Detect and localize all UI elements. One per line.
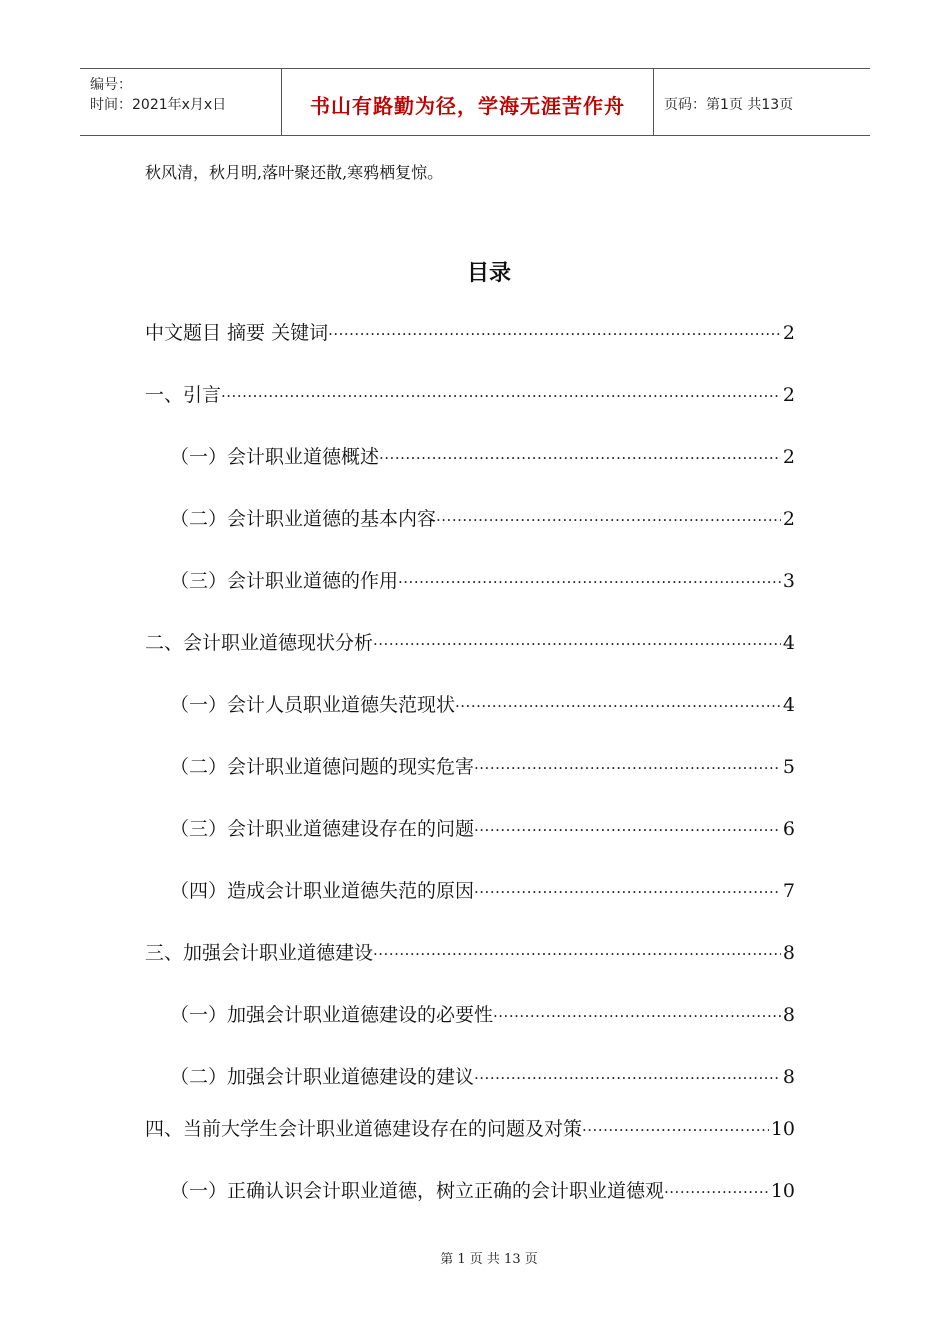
toc-entry[interactable] — [145, 940, 795, 967]
toc-entry[interactable] — [145, 630, 795, 657]
toc-entry[interactable] — [170, 1002, 795, 1029]
toc-leader-dots — [328, 321, 781, 347]
toc-entry-page: 2 — [782, 322, 795, 344]
toc-entry-page: 5 — [782, 756, 795, 778]
toc-entry-label: （三）会计职业道德建设存在的问题 — [170, 818, 475, 840]
toc-entry[interactable] — [170, 444, 795, 471]
toc-entry-page: 10 — [770, 1118, 795, 1140]
toc-leader-dots — [373, 941, 781, 967]
toc-entry-page: 8 — [782, 1066, 795, 1088]
toc-entry-page: 4 — [782, 694, 795, 716]
toc-entry-page: 6 — [782, 818, 795, 840]
toc-entry-page: 2 — [782, 446, 795, 468]
time-label: 时间：2021年x月x日 — [90, 97, 227, 113]
toc-entry-label: （三）会计职业道德的作用 — [170, 570, 399, 592]
page-footer: 第 1 页 共 13 页 — [440, 1252, 538, 1267]
toc-entry-label: （二）加强会计职业道德建设的建议 — [170, 1066, 475, 1088]
toc-entry-page: 3 — [782, 570, 795, 592]
toc-entry[interactable] — [145, 320, 795, 347]
toc-leader-dots — [493, 1003, 781, 1029]
number-label: 编号： — [90, 77, 132, 93]
toc-entry-label: （二）会计职业道德的基本内容 — [170, 508, 437, 530]
toc-entry[interactable] — [170, 1064, 795, 1091]
toc-leader-dots — [664, 1179, 769, 1205]
toc-entry[interactable] — [145, 382, 795, 409]
toc-entry-label: 二、会计职业道德现状分析 — [145, 632, 374, 654]
toc-entry-label: （四）造成会计职业道德失范的原因 — [170, 880, 475, 902]
header-meta — [80, 69, 282, 135]
toc-entry-label: 中文题目 摘要 关键词 — [145, 322, 329, 344]
toc-entry-label: （二）会计职业道德问题的现实危害 — [170, 756, 475, 778]
header-motto: 书山有路勤为径，学海无涯苦作舟 — [282, 69, 654, 135]
toc-entry[interactable] — [145, 1116, 795, 1143]
toc-leader-dots — [436, 507, 781, 533]
toc-entry-label: 一、引言 — [145, 384, 222, 406]
document-header — [80, 68, 870, 136]
toc-leader-dots — [474, 1065, 781, 1091]
toc-leader-dots — [474, 879, 781, 905]
toc-leader-dots — [455, 693, 781, 719]
toc-entry[interactable] — [170, 506, 795, 533]
toc-entry-label: 三、加强会计职业道德建设 — [145, 942, 374, 964]
toc-entry[interactable] — [170, 816, 795, 843]
toc-entry-page: 10 — [770, 1180, 795, 1202]
toc-entry-page: 4 — [782, 632, 795, 654]
toc-entry[interactable] — [170, 568, 795, 595]
toc-entry-page: 7 — [782, 880, 795, 902]
toc-entry-label: （一）正确认识会计职业道德，树立正确的会计职业道德观 — [170, 1180, 665, 1202]
toc-entry-page: 2 — [782, 508, 795, 530]
toc-leader-dots — [221, 383, 781, 409]
toc-entry[interactable] — [170, 754, 795, 781]
toc-entry-label: 四、当前大学生会计职业道德建设存在的问题及对策 — [145, 1118, 583, 1140]
toc-leader-dots — [474, 817, 781, 843]
toc-entry-label: （一）会计职业道德概述 — [170, 446, 380, 468]
toc-title: 目录 — [466, 261, 511, 286]
toc-leader-dots — [582, 1117, 769, 1143]
toc-leader-dots — [379, 445, 781, 471]
toc-entry-label: （一）加强会计职业道德建设的必要性 — [170, 1004, 494, 1026]
toc-leader-dots — [398, 569, 781, 595]
toc-entry[interactable] — [170, 692, 795, 719]
toc-entry[interactable] — [170, 878, 795, 905]
toc-entry-page: 2 — [782, 384, 795, 406]
toc-entry-page: 8 — [782, 1004, 795, 1026]
toc-entry[interactable] — [170, 1178, 795, 1205]
header-page-label: 页码：第1页 共13页 — [664, 97, 794, 113]
toc-entry-page: 8 — [782, 942, 795, 964]
toc-leader-dots — [474, 755, 781, 781]
poem-line: 秋风清，秋月明,落叶聚还散,寒鸦栖复惊。 — [145, 163, 444, 182]
toc-leader-dots — [373, 631, 781, 657]
toc-entry-label: （一）会计人员职业道德失范现状 — [170, 694, 456, 716]
